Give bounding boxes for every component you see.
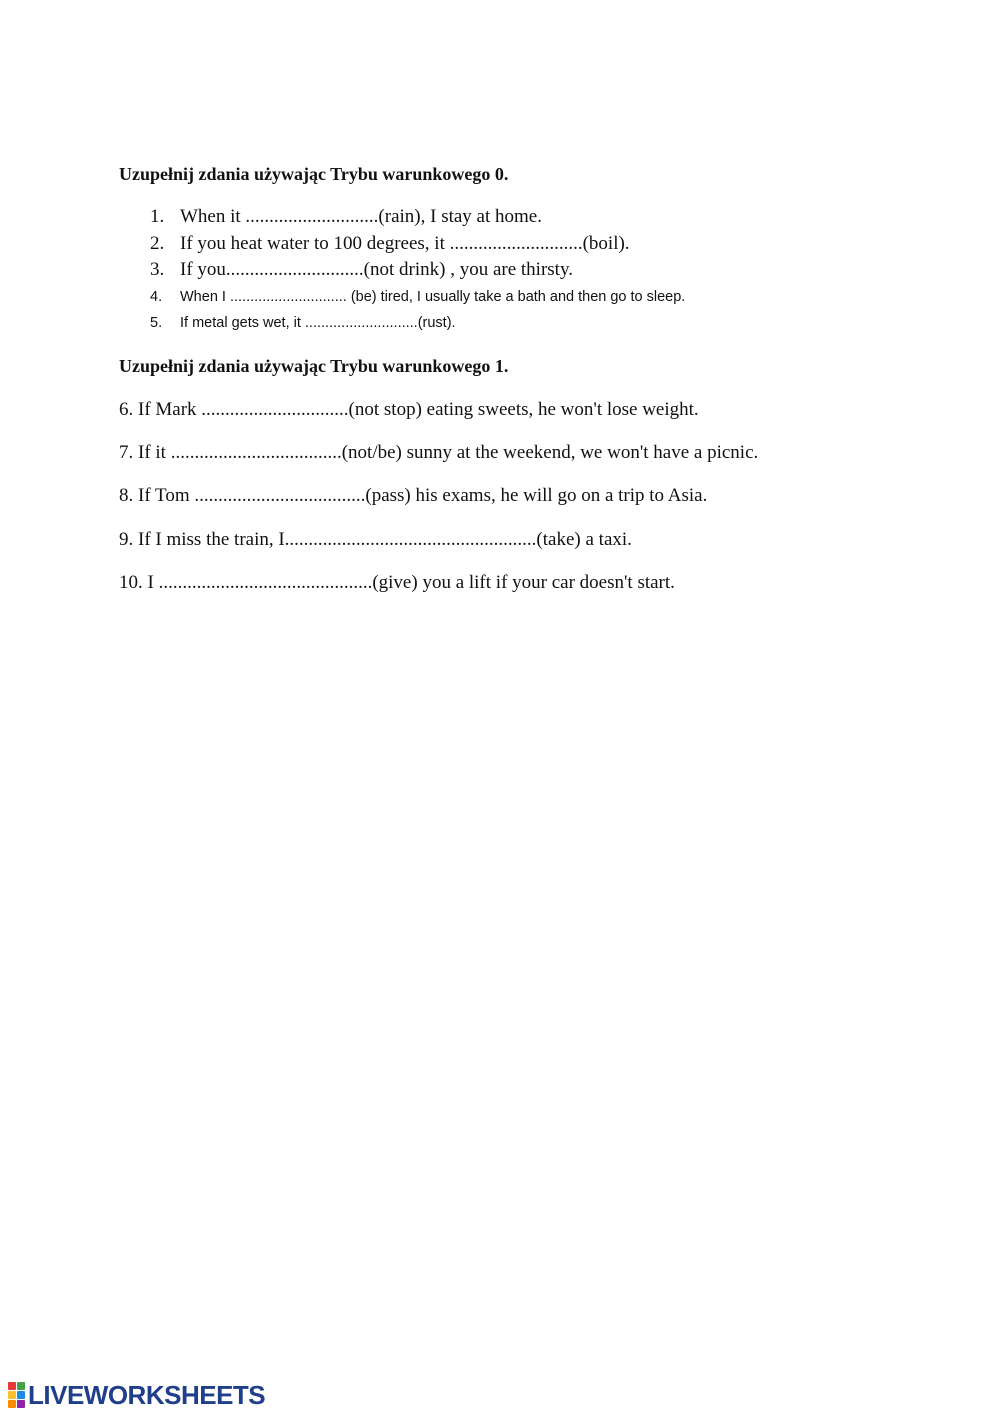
list-item-text: When it ............................(rain), I stay at home. [180,206,542,227]
section-1-heading: Uzupełnij zdania używając Trybu warunkowego 1. [119,356,509,376]
exercise-sentence: 9. If I miss the train, I.....................................................(take) a taxi. [119,529,632,550]
list-item-text: If you.............................(not drink) , you are thirsty. [180,259,573,280]
list-item-number: 4. [150,289,163,305]
logo-block [17,1391,25,1399]
list-item-text: When I ............................. (be) tired, I usually take a bath and then go to sleep. [180,289,686,305]
list-item-text: If metal gets wet, it ............................(rust). [180,315,456,331]
liveworksheets-logo [8,1382,265,1408]
list-item-number: 5. [150,315,163,331]
logo-text: LIVEWORKSHEETS [28,1380,266,1410]
list-item-number: 3. [150,259,165,280]
exercise-sentence: 10. I .............................................(give) you a lift if your car doesn't start. [119,572,675,593]
section-0-heading: Uzupełnij zdania używając Trybu warunkowego 0. [119,164,509,184]
list-item-text: If you heat water to 100 degrees, it ............................(boil). [180,233,630,254]
logo-block [8,1400,16,1408]
logo-block [8,1382,16,1390]
exercise-sentence: 6. If Mark ...............................(not stop) eating sweets, he won't lose weight. [119,399,699,420]
logo-block [17,1382,25,1390]
exercise-sentence: 8. If Tom ....................................(pass) his exams, he will go on a trip to Asia. [119,485,708,506]
exercise-sentence: 7. If it ....................................(not/be) sunny at the weekend, we won't have a picnic. [119,442,759,463]
logo-mark-icon [8,1382,25,1408]
logo-block [8,1391,16,1399]
list-item-number: 1. [150,206,165,227]
logo-block [17,1400,25,1408]
list-item-number: 2. [150,233,165,254]
